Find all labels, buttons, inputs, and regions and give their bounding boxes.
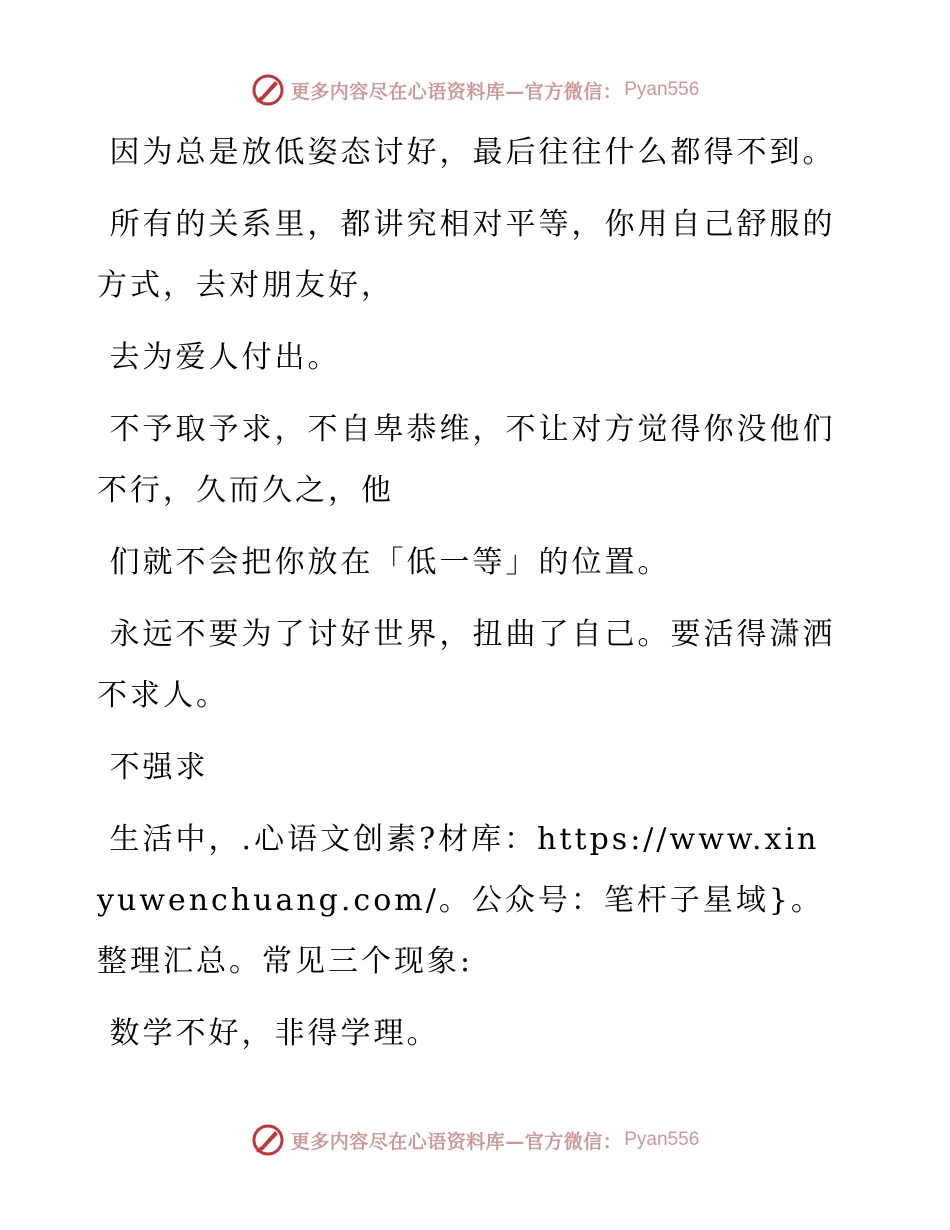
footer-banner	[0, 1120, 950, 1160]
paragraph: 不予取予求，不自卑恭维，不让对方觉得你没他们不行，久而久之，他	[97, 412, 836, 508]
footer-banner-handle: Pyan556	[624, 1129, 700, 1150]
quill-pen-logo-icon	[251, 73, 285, 107]
header-banner	[0, 70, 950, 110]
paragraph: 去为爱人付出。	[97, 340, 341, 375]
paragraph: 因为总是放低姿态讨好，最后往往什么都得不到。	[97, 135, 836, 170]
quill-pen-logo-icon	[251, 1123, 285, 1157]
header-banner-text: 更多内容尽在心语资料库—官方微信：	[290, 80, 623, 103]
header-banner-handle: Pyan556	[624, 79, 700, 100]
paragraph: 所有的关系里，都讲究相对平等，你用自己舒服的方式，去对朋友好，	[97, 207, 836, 303]
paragraph: 生活中，.心语文创素?材库：https://www.xinyuwenchuang.com/。公众号：笔杆子星域}。整理汇总。常见三个现象:	[97, 822, 824, 979]
paragraph: 数学不好，非得学理。	[97, 1016, 440, 1051]
paragraph: 不强求	[97, 750, 209, 785]
paragraph: 永远不要为了讨好世界，扭曲了自己。要活得潇洒不求人。	[97, 617, 836, 713]
document-body	[97, 122, 837, 1075]
paragraph: 们就不会把你放在「低一等」的位置。	[97, 545, 671, 580]
footer-banner-text: 更多内容尽在心语资料库—官方微信：	[290, 1130, 623, 1153]
